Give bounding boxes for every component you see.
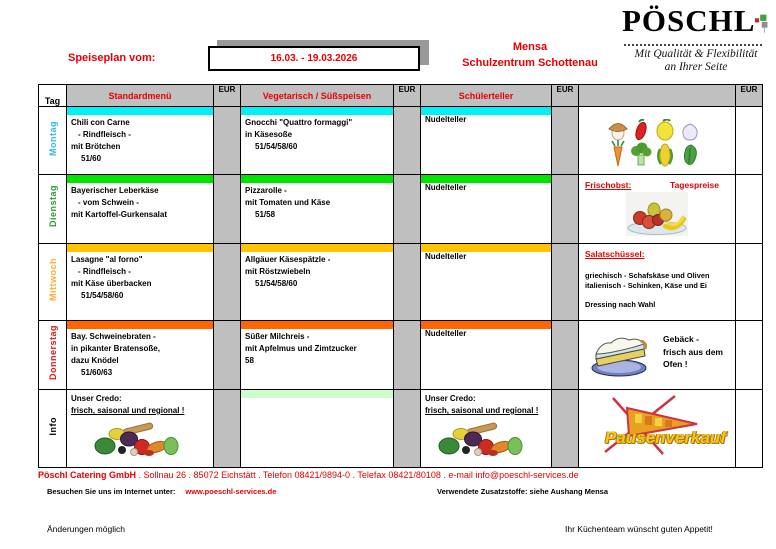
mensa-title — [440, 40, 620, 72]
veg-menu-mittwoch — [241, 252, 393, 290]
menu-line: Gnocchi "Quattro formaggi" — [245, 118, 353, 127]
frischobst-label: Frischobst: — [585, 180, 632, 190]
menu-line: mit Apfelmus und Zimtzucker — [245, 344, 357, 353]
day-color-bar — [241, 175, 393, 183]
credo-line2: frisch, saisonal und regional ! — [71, 406, 185, 415]
eur-cell — [214, 175, 241, 244]
menu-line: Allgäuer Käsespätzle - — [245, 255, 331, 264]
poeschl-squares-icon — [755, 6, 770, 42]
menu-line: Bay. Schweinebraten - — [71, 332, 156, 341]
day-color-bar — [67, 321, 213, 329]
row-info — [39, 390, 763, 468]
eur-cell — [736, 244, 763, 321]
schueler-dish-montag: Nudelteller — [425, 115, 467, 124]
col-header-tag: Tag — [39, 85, 67, 107]
credo-line2: frisch, saisonal und regional ! — [425, 406, 539, 415]
eur-cell — [214, 244, 241, 321]
eur-cell — [736, 321, 763, 390]
speiseplan-label: Speiseplan vom: — [68, 52, 156, 64]
salatschuessel-title: Salatschüssel: — [585, 249, 645, 259]
col-header-schuelerteller: Schülerteller — [421, 85, 552, 107]
allergen-line: 58 — [245, 356, 254, 365]
menu-line: Chili con Carne — [71, 118, 130, 127]
menu-line: in pikanter Bratensoße, — [71, 344, 160, 353]
eur-cell — [552, 390, 579, 468]
eur-cell — [214, 107, 241, 175]
day-color-bar — [241, 107, 393, 115]
credo-line1: Unser Credo: — [71, 394, 122, 403]
schueler-dish-mittwoch: Nudelteller — [425, 252, 467, 261]
allergen-line: 51/54/58/60 — [81, 291, 124, 300]
day-color-bar — [67, 244, 213, 252]
salat-line: italienisch - Schinken, Käse und Ei — [585, 281, 707, 291]
day-label-mittwoch: Mittwoch — [47, 258, 58, 301]
veg-menu-montag — [241, 115, 393, 153]
eur-cell — [552, 175, 579, 244]
logo-dotted-line — [624, 44, 762, 46]
day-color-bar — [241, 321, 393, 329]
internet-line — [47, 487, 276, 496]
row-dienstag — [39, 175, 763, 244]
info-veg-bar — [241, 390, 393, 398]
tagline-line2: an Ihrer Seite — [664, 61, 728, 74]
veggie-pile-icon — [431, 422, 527, 458]
col-header-extra — [579, 85, 736, 107]
allergen-line: 51/54/58/60 — [255, 142, 298, 151]
aenderungen-note: Änderungen möglich — [47, 524, 125, 534]
header-row — [39, 85, 763, 107]
mensa-line1: Mensa — [512, 41, 548, 53]
eur-cell — [394, 244, 421, 321]
appetit-note: Ihr Küchenteam wünscht guten Appetit! — [565, 524, 713, 534]
veggie-pile-icon — [87, 422, 183, 458]
internet-label: Besuchen Sie uns im Internet unter: — [47, 487, 176, 496]
day-color-bar — [421, 244, 551, 252]
row-mittwoch — [39, 244, 763, 321]
menu-line: Süßer Milchreis - — [245, 332, 310, 341]
allergen-line: 51/60 — [81, 154, 102, 163]
pennant-icon — [597, 392, 707, 458]
col-header-eur-1: EUR — [214, 85, 241, 107]
zusatzstoffe-note: Verwendete Zusatzstoffe: siehe Aushang Mensa — [437, 487, 609, 496]
col-header-vegetarisch: Vegetarisch / Süßspeisen — [241, 85, 394, 107]
menu-line: mit Brötchen — [71, 142, 121, 151]
poeschl-brand-text: PÖSCHL — [622, 3, 756, 38]
gebaeck-line: frisch aus dem — [663, 346, 723, 357]
company-address: . Sollnau 26 . 85072 Eichstätt . Telefon 08421/9894-0 . Telefax 08421/80108 . e-mail info@poeschl-services.de — [136, 470, 579, 480]
cake-slice-icon — [589, 327, 651, 377]
day-label-dienstag: Dienstag — [47, 185, 58, 228]
row-montag — [39, 107, 763, 175]
day-label-donnerstag: Donnerstag — [47, 324, 58, 380]
day-color-bar — [241, 244, 393, 252]
eur-cell — [736, 175, 763, 244]
eur-cell — [736, 107, 763, 175]
credo-line1: Unser Credo: — [425, 394, 476, 403]
menu-line: in Käsesoße — [245, 130, 293, 139]
eur-cell — [214, 321, 241, 390]
menu-line: dazu Knödel — [71, 356, 119, 365]
menu-line: - Rindfleisch - — [78, 130, 131, 139]
eur-cell — [394, 321, 421, 390]
salatschuessel-block — [579, 244, 735, 310]
date-range-box: 16.03. - 19.03.2026 — [208, 46, 420, 71]
day-label-montag: Montag — [47, 120, 58, 156]
fruit-bowl-icon — [624, 192, 690, 236]
col-header-eur-3: EUR — [552, 85, 579, 107]
eur-cell — [394, 175, 421, 244]
standard-menu-donnerstag — [67, 329, 213, 379]
menu-line: Lasagne "al forno" — [71, 255, 143, 264]
col-header-eur-4: EUR — [736, 85, 763, 107]
day-color-bar — [67, 175, 213, 183]
credo-block-standard — [67, 390, 213, 417]
standard-menu-dienstag — [67, 183, 213, 221]
speiseplan-table — [38, 84, 763, 468]
schueler-dish-dienstag: Nudelteller — [425, 183, 467, 192]
menu-line: Pizzarolle - — [245, 186, 287, 195]
eur-cell — [552, 321, 579, 390]
tagline-line1: Mit Qualität & Flexibilität — [634, 48, 758, 60]
poeschl-logo — [622, 3, 770, 74]
row-donnerstag — [39, 321, 763, 390]
schueler-dish-donnerstag: Nudelteller — [425, 329, 467, 338]
menu-line: - vom Schwein - — [78, 198, 139, 207]
logo-tagline — [622, 48, 770, 74]
veg-menu-dienstag — [241, 183, 393, 221]
eur-cell — [552, 107, 579, 175]
veg-menu-donnerstag — [241, 329, 393, 367]
menu-line: mit Röstzwiebeln — [245, 267, 311, 276]
standard-menu-montag — [67, 115, 213, 165]
eur-cell — [394, 390, 421, 468]
day-label-info: Info — [47, 416, 58, 436]
website-link[interactable]: www.poeschl-services.de — [185, 487, 277, 496]
menu-line: mit Tomaten und Käse — [245, 198, 331, 207]
tagespreise-label: Tagespreise — [670, 180, 719, 190]
eur-cell — [552, 244, 579, 321]
allergen-line: 51/54/58/60 — [255, 279, 298, 288]
day-color-bar — [421, 175, 551, 183]
col-header-standard: Standardmenü — [67, 85, 214, 107]
eur-cell — [214, 390, 241, 468]
menu-line: Bayerischer Leberkäse — [71, 186, 159, 195]
eur-cell — [394, 107, 421, 175]
company-contact-line — [38, 470, 579, 480]
gebaeck-line: Ofen ! — [663, 359, 688, 370]
day-color-bar — [421, 321, 551, 329]
menu-line: - Rindfleisch - — [78, 267, 131, 276]
eur-cell — [736, 390, 763, 468]
gebaeck-line: Gebäck - — [663, 333, 699, 344]
day-color-bar — [67, 107, 213, 115]
salat-line: griechisch - Schafskäse und Oliven — [585, 271, 710, 281]
allergen-line: 51/60/63 — [81, 368, 113, 377]
company-name: Pöschl Catering GmbH — [38, 470, 137, 480]
dressing-line: Dressing nach Wahl — [585, 300, 656, 310]
standard-menu-mittwoch — [67, 252, 213, 302]
menu-line: mit Käse überbacken — [71, 279, 152, 288]
gebaeck-text — [663, 333, 723, 371]
day-color-bar — [421, 107, 551, 115]
col-header-eur-2: EUR — [394, 85, 421, 107]
allergen-line: 51/58 — [255, 210, 276, 219]
veggie-characters-icon — [605, 119, 709, 167]
pausenverkauf-text: Pausenverkauf — [605, 428, 726, 447]
menu-line: mit Kartoffel-Gurkensalat — [71, 210, 168, 219]
credo-block-schueler — [421, 390, 551, 417]
mensa-line2: Schulzentrum Schottenau — [462, 56, 598, 69]
